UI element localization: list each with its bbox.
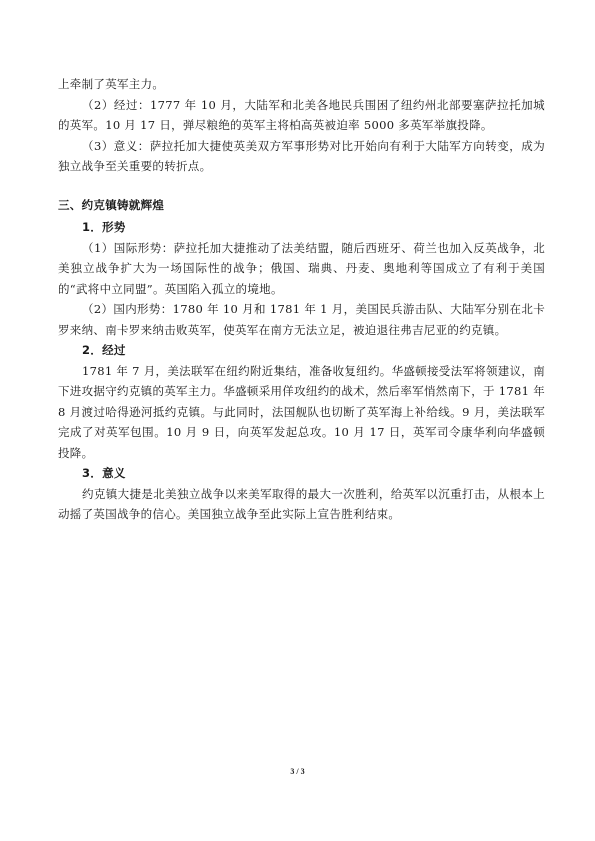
subheading-situation: 1．形势: [82, 220, 126, 234]
process-paragraph: 1781 年 7 月，美法联军在纽约附近集结，准备收复纽约。华盛顿接受法军将领建议，南下进攻据守约克镇的英军主力。华盛顿采用佯攻纽约的战术，然后率军悄然南下，于 1781 年 8 月渡过哈得逊河抵约克镇。与此同时，法国舰队也切断了英军海上补给线。9 月，美法联军完成了对英军包围。10 月 9 日，向英军发起总攻。10 月 17 日，英军司令康华利向华盛顿投降。: [58, 363, 545, 460]
saratoga-significance-paragraph: （3）意义：萨拉托加大捷使英美双方军事形势对比开始向有利于大陆军方向转变，成为独立战争至关重要的转折点。: [58, 138, 545, 173]
domestic-situation-paragraph: （2）国内形势：1780 年 10 月和 1781 年 1 月，美国民兵游击队、大陆军分别在北卡罗来纳、南卡罗来纳击败英军，使英军在南方无法立足，被迫退往弗吉尼亚的约克镇。: [58, 302, 545, 337]
significance-paragraph: 约克镇大捷是北美独立战争以来美军取得的最大一次胜利，给英军以沉重打击，从根本上动摇了英国战争的信心。美国独立战争至此实际上宣告胜利结束。: [58, 486, 545, 521]
page-number: 3 / 3: [290, 767, 305, 776]
international-situation-paragraph: （1）国际形势：萨拉托加大捷推动了法美结盟，随后西班牙、荷兰也加入反英战争，北美独立战争扩大为一场国际性的战争；俄国、瑞典、丹麦、奥地利等国成立了有利于美国的“武将中立同盟”。英国陷入孤立的境地。: [58, 240, 545, 296]
continuation-paragraph: 上牵制了英军主力。: [58, 77, 165, 91]
document-body: [58, 74, 545, 525]
subheading-process: 2．经过: [82, 343, 126, 357]
saratoga-process-paragraph: （2）经过：1777 年 10 月，大陆军和北美各地民兵围困了纽约州北部要塞萨拉托加城的英军。10 月 17 日，弹尽粮绝的英军主将柏高英被迫率 5000 多英军举旗投降。: [58, 97, 545, 132]
subheading-significance: 3．意义: [82, 466, 126, 480]
section-heading-yorktown: 三、约克镇铸就辉煌: [58, 197, 165, 212]
